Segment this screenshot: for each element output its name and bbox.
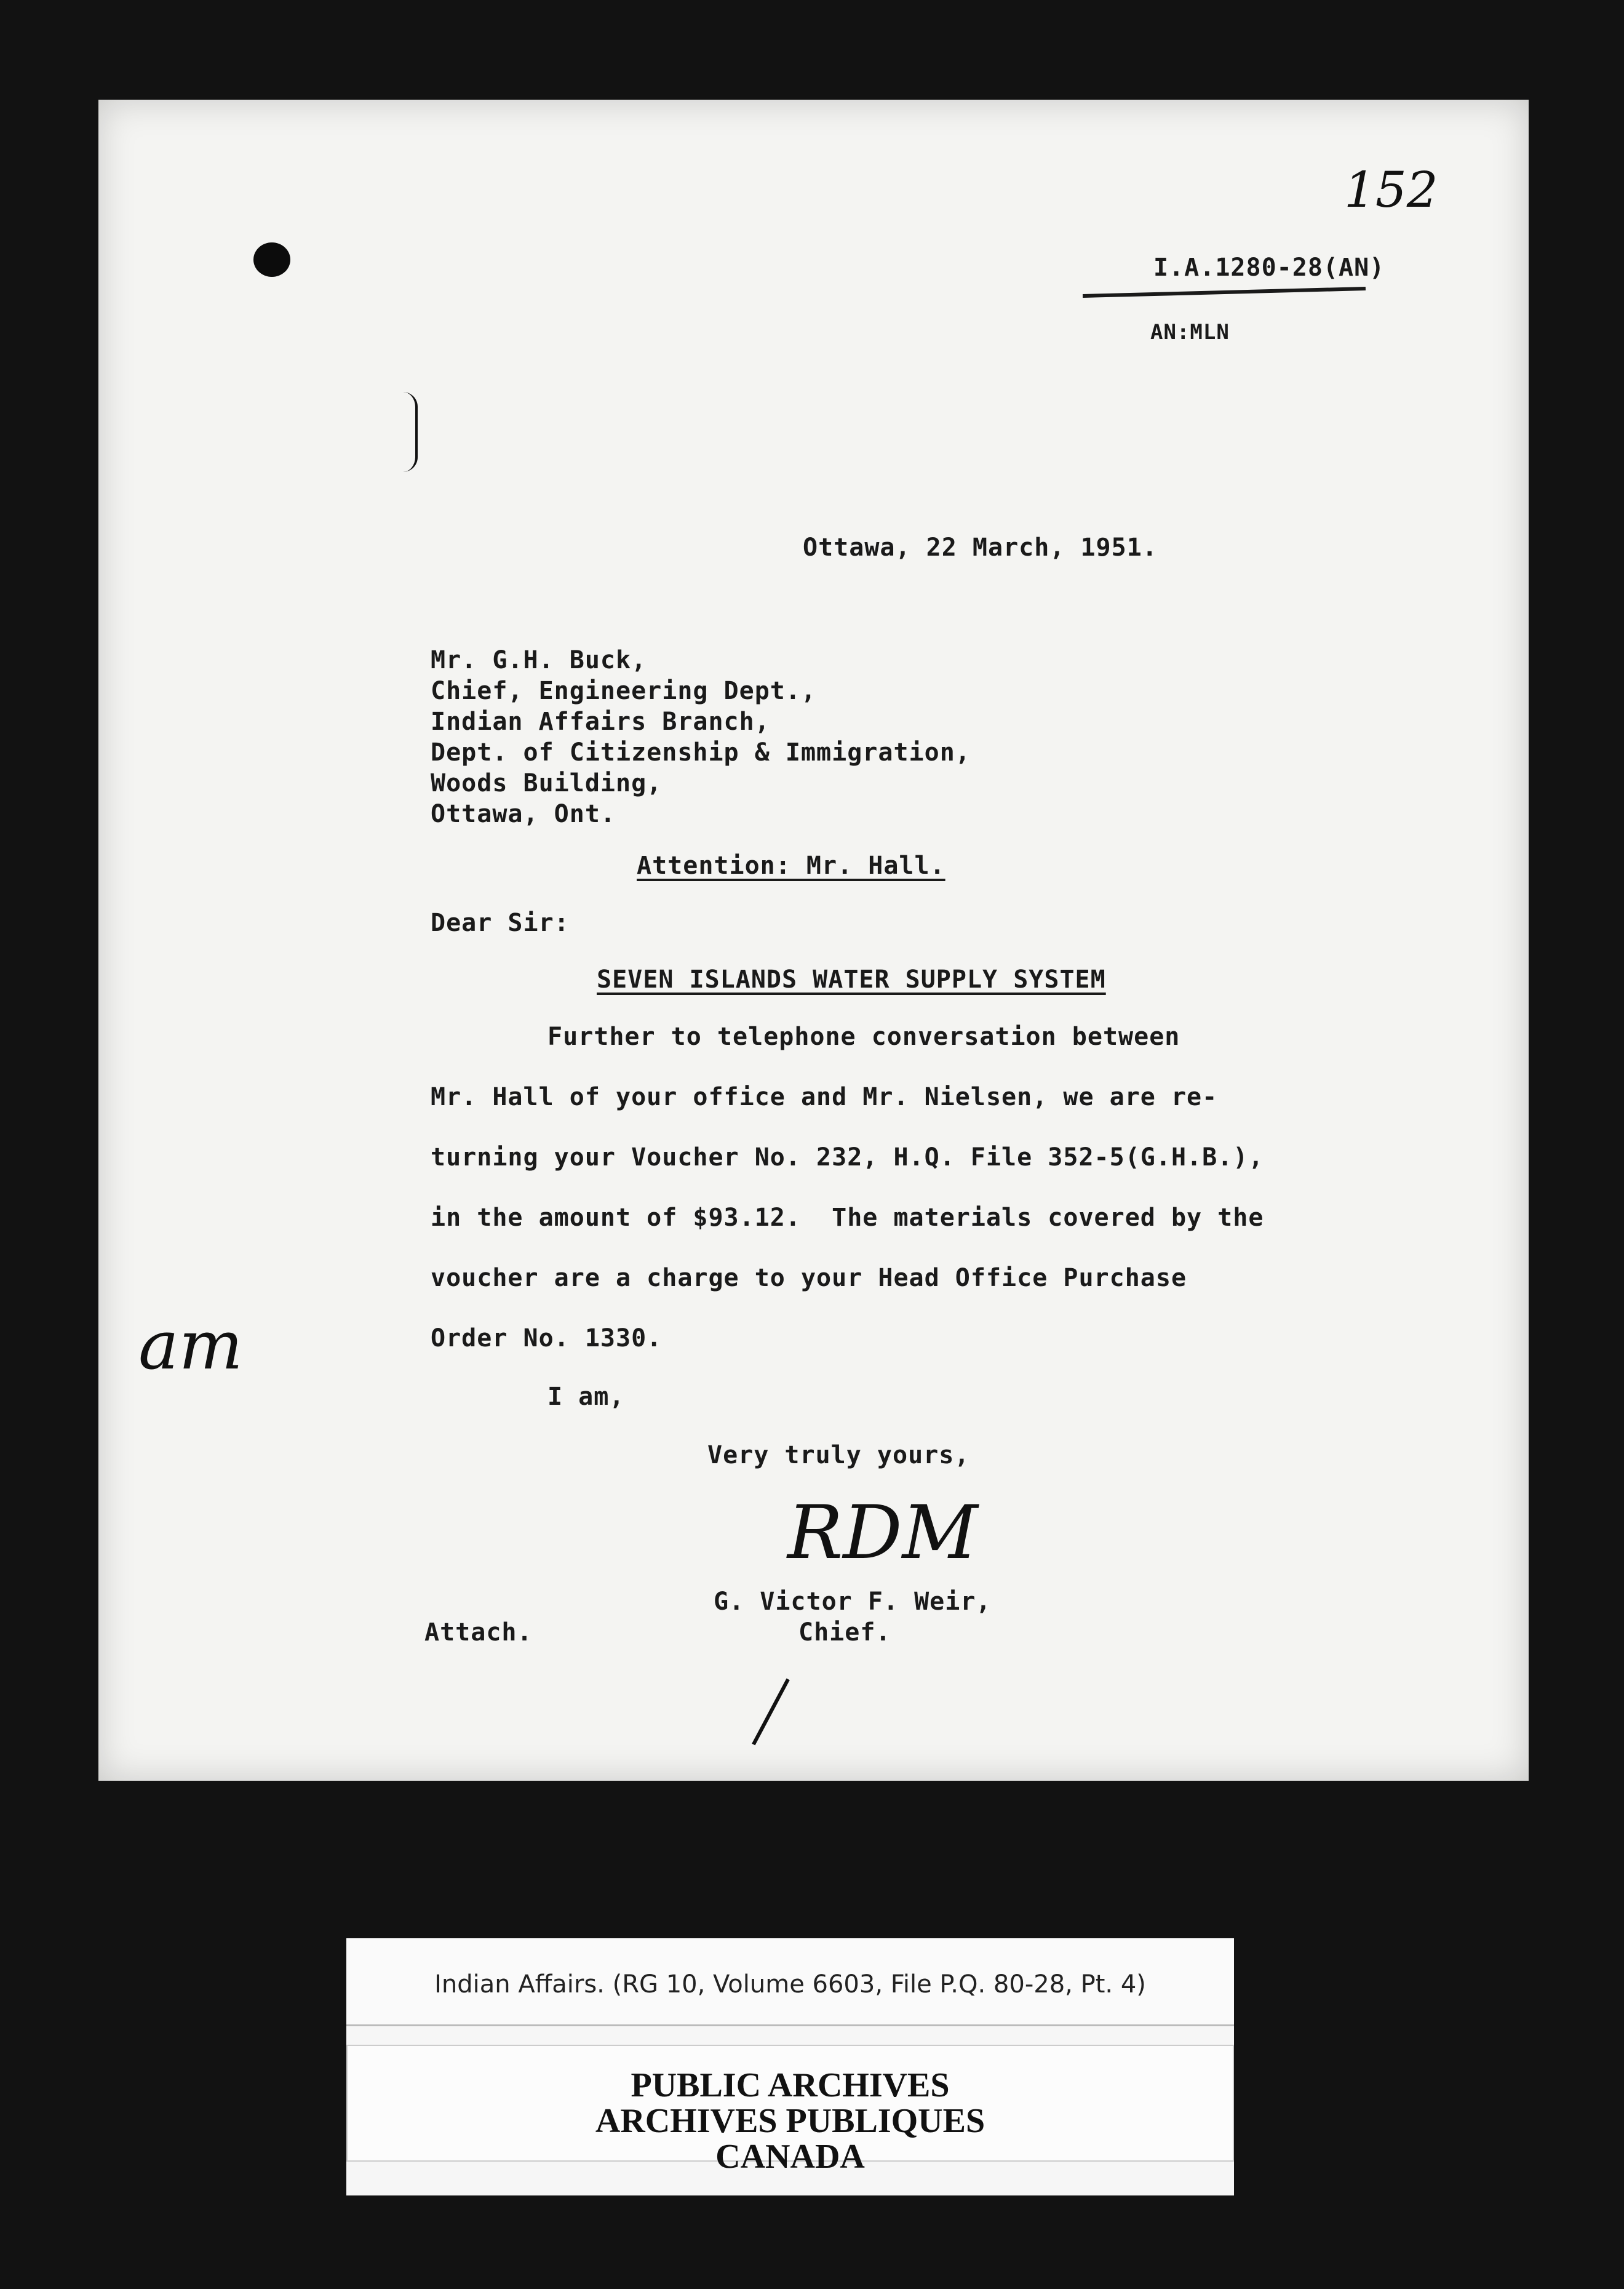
page-number: 152 [1344,161,1438,218]
body-line: Mr. Hall of your office and Mr. Nielsen, we are re- [431,1083,1218,1111]
reference-underline [1083,287,1366,298]
body-line: Order No. 1330. [431,1324,663,1352]
signature-stroke [752,1679,790,1746]
closing-very-truly: Very truly yours, [707,1441,970,1469]
body-line: turning your Voucher No. 232, H.Q. File 352-5(G.H.B.), [431,1143,1264,1172]
archives-line-1: PUBLIC ARCHIVES [631,2066,950,2104]
archives-stamp [346,2026,1234,2195]
body-line: Further to telephone conversation between [547,1023,1180,1051]
pencil-mark [403,392,418,472]
margin-initials: am [138,1306,243,1384]
body-line: in the amount of $93.12. The materials covered by the [431,1204,1264,1232]
attention-line: Attention: Mr. Hall. [637,852,945,880]
ink-blot [253,242,290,277]
signature-initials: RDM [787,1490,978,1576]
body-line: voucher are a charge to your Head Office Purchase [431,1264,1187,1292]
archives-line-2: ARCHIVES PUBLIQUES [595,2102,985,2140]
archives-line-3: CANADA [715,2138,865,2176]
address-line: Mr. G.H. Buck, [431,646,647,674]
archives-stamp-box [346,2045,1234,2176]
address-line: Chief, Engineering Dept., [431,677,817,705]
salutation: Dear Sir: [431,909,570,937]
address-line: Woods Building, [431,769,663,797]
address-line: Indian Affairs Branch, [431,708,770,736]
signatory-title: Chief. [798,1618,891,1647]
archive-citation-label [346,1938,1234,2026]
subject-line: SEVEN ISLANDS WATER SUPPLY SYSTEM [597,965,1106,994]
signatory-name: G. Victor F. Weir, [714,1588,992,1616]
letter-page [98,100,1529,1781]
closing-i-am: I am, [547,1383,625,1411]
typist-initials: AN:MLN [1150,320,1230,345]
date-line: Ottawa, 22 March, 1951. [803,533,1158,562]
address-line: Dept. of Citizenship & Immigration, [431,738,971,767]
archive-citation: Indian Affairs. (RG 10, Volume 6603, File P.Q. 80-28, Pt. 4) [434,1970,1146,1999]
file-reference: I.A.1280-28(AN) [1153,254,1385,282]
attachment-note: Attach. [424,1618,533,1647]
archives-text [348,2067,1233,2175]
address-line: Ottawa, Ont. [431,800,616,828]
